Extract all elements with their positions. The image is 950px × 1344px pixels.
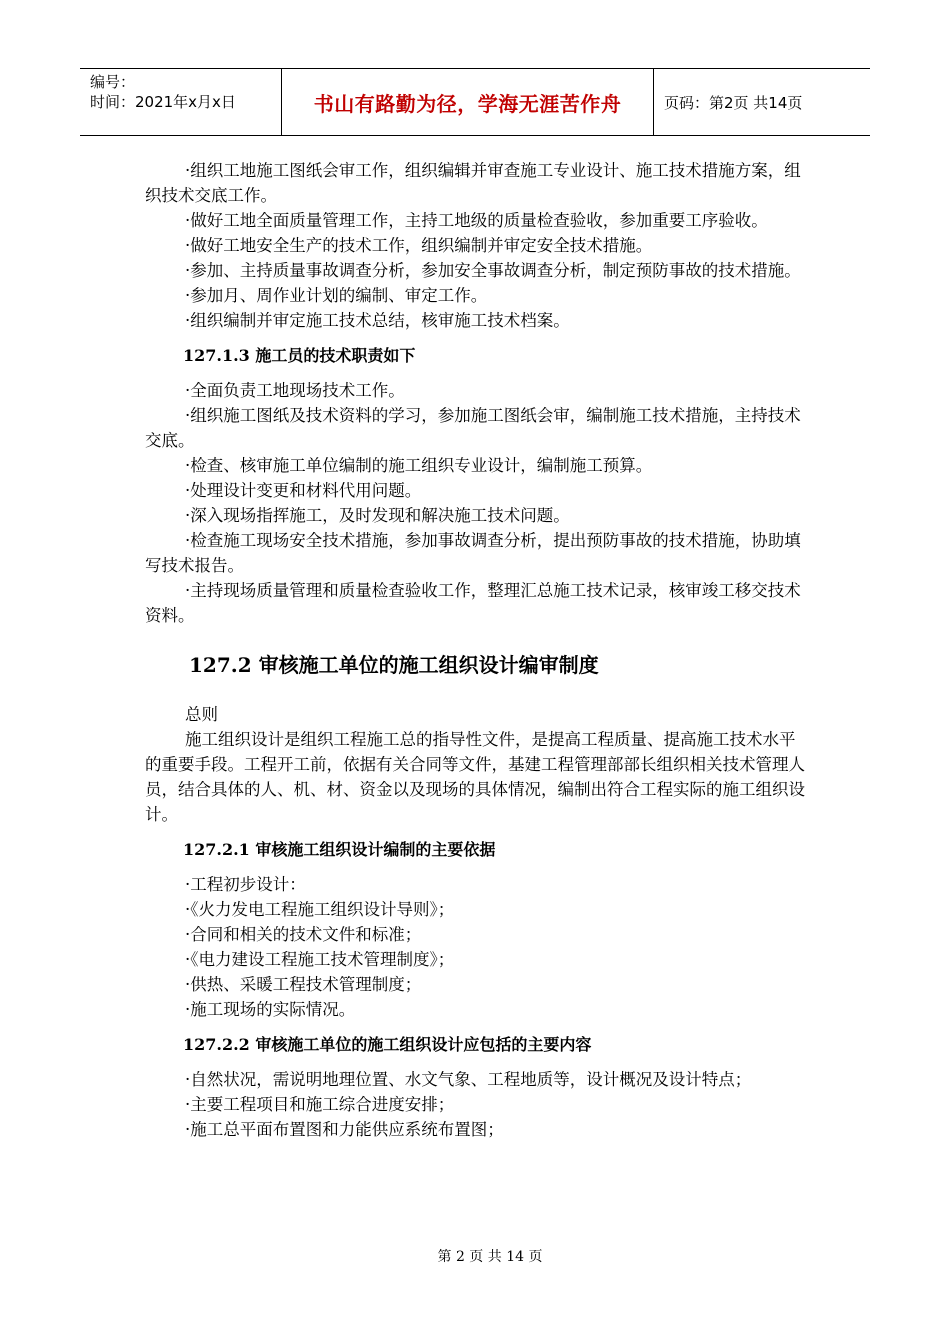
list-item: ·处理设计变更和材料代用问题。 (185, 481, 422, 500)
header-page-cell (654, 69, 870, 135)
section-heading-127-1-3: 127.1.3 施工员的技术职责如下 (183, 346, 416, 365)
list-item: ·《火力发电工程施工组织设计导则》； (185, 900, 455, 919)
page-footer: 第 2 页 共 14 页 (437, 1249, 543, 1265)
list-item: ·检查施工现场安全技术措施，参加事故调查分析，提出预防事故的技术措施，协助填写技术报告。 (145, 531, 801, 575)
section-heading-127-2: 127.2 审核施工单位的施工组织设计编审制度 (189, 653, 599, 677)
list-item: ·工程初步设计： (185, 875, 306, 894)
list-item: ·《电力建设工程施工技术管理制度》； (185, 950, 455, 969)
list-item: ·参加月、周作业计划的编制、审定工作。 (185, 286, 488, 305)
section-heading-127-2-2: 127.2.2 审核施工单位的施工组织设计应包括的主要内容 (183, 1035, 592, 1054)
list-item: ·做好工地全面质量管理工作，主持工地级的质量检查验收，参加重要工序验收。 (185, 211, 768, 230)
list-item: ·主持现场质量管理和质量检查验收工作，整理汇总施工技术记录，核审竣工移交技术资料。 (145, 581, 801, 625)
list-item: ·深入现场指挥施工，及时发现和解决施工技术问题。 (185, 506, 570, 525)
page-header (80, 68, 870, 136)
header-page-info: 页码：第2页 共14页 (664, 93, 803, 112)
list-item: ·组织工地施工图纸会审工作，组织编辑并审查施工专业设计、施工技术措施方案，组织技术交底工作。 (145, 161, 801, 205)
list-item: ·做好工地安全生产的技术工作，组织编制并审定安全技术措施。 (185, 236, 653, 255)
general-label: 总则 (185, 705, 218, 724)
list-item: ·组织施工图纸及技术资料的学习，参加施工图纸会审，编制施工技术措施，主持技术交底。 (145, 406, 801, 450)
list-item: ·主要工程项目和施工综合进度安排； (185, 1095, 455, 1114)
list-item: ·施工现场的实际情况。 (185, 1000, 356, 1019)
list-item: ·自然状况，需说明地理位置、水文气象、工程地质等，设计概况及设计特点； (185, 1070, 752, 1089)
doc-date-label: 时间：2021年x月x日 (90, 93, 236, 111)
list-item: ·检查、核审施工单位编制的施工组织专业设计，编制施工预算。 (185, 456, 653, 475)
section-heading-127-2-1: 127.2.1 审核施工组织设计编制的主要依据 (183, 840, 496, 859)
doc-number-label: 编号： (90, 73, 136, 91)
list-item: ·全面负责工地现场技术工作。 (185, 381, 405, 400)
header-motto: 书山有路勤为径，学海无涯苦作舟 (313, 91, 622, 116)
list-item: ·施工总平面布置图和力能供应系统布置图； (185, 1120, 504, 1139)
list-item: ·供热、采暖工程技术管理制度； (185, 975, 422, 994)
list-item: ·组织编制并审定施工技术总结，核审施工技术档案。 (185, 311, 570, 330)
header-motto-cell (282, 69, 654, 135)
document-body (145, 158, 810, 1142)
header-left-cell (80, 69, 282, 135)
general-paragraph: 施工组织设计是组织工程施工总的指导性文件，是提高工程质量、提高施工技术水平的重要手段。工程开工前，依据有关合同等文件，基建工程管理部部长组织相关技术管理人员，结合具体的人、机、材、资金以及现场的具体情况，编制出符合工程实际的施工组织设计。 (145, 730, 805, 824)
list-item: ·参加、主持质量事故调查分析，参加安全事故调查分析，制定预防事故的技术措施。 (185, 261, 801, 280)
list-item: ·合同和相关的技术文件和标准； (185, 925, 422, 944)
